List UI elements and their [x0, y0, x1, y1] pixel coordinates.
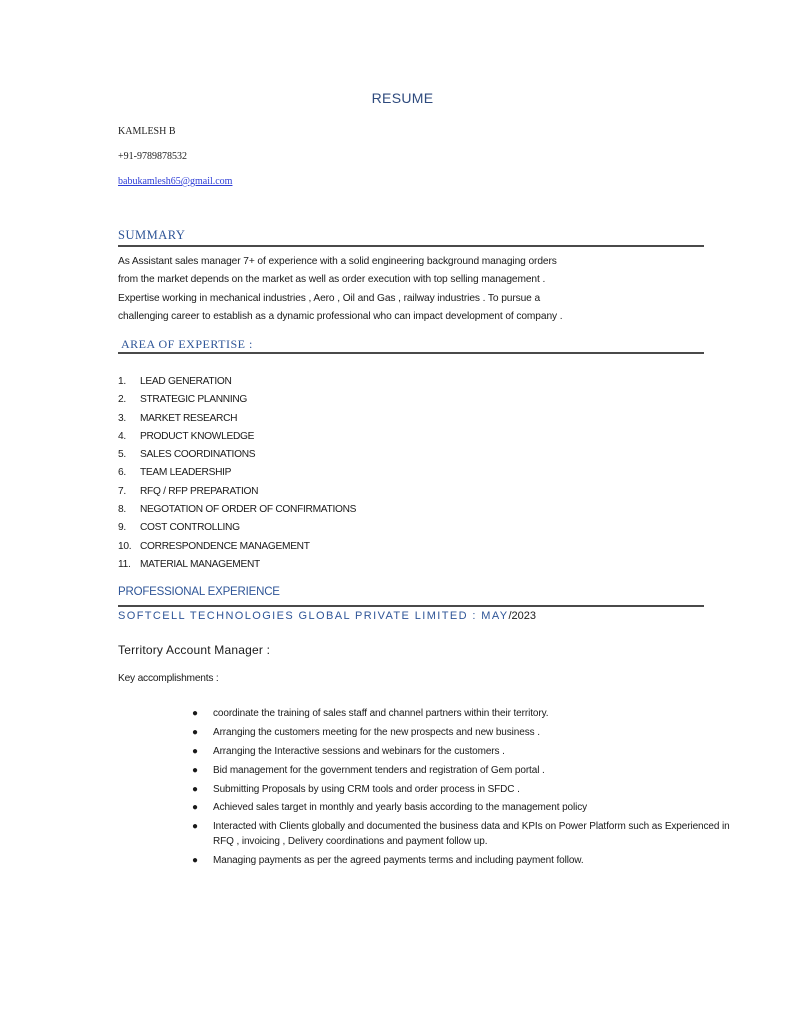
list-number: 6.	[118, 467, 126, 479]
list-item	[190, 707, 746, 722]
expertise-list	[118, 373, 356, 574]
company-name: SOFTCELL TECHNOLOGIES GLOBAL PRIVATE LIMITED : MAY	[118, 610, 509, 622]
bullet-icon: ●	[192, 821, 198, 833]
bullet-text: Submitting Proposals by using CRM tools and order process in SFDC .	[213, 783, 520, 795]
job-role: Territory Account Manager :	[118, 643, 271, 657]
list-item	[118, 501, 356, 519]
list-number: 7.	[118, 485, 126, 497]
list-item	[118, 464, 356, 482]
candidate-phone: +91-9789878532	[118, 151, 187, 162]
list-number: 3.	[118, 412, 126, 424]
key-accomplishments-label: Key accomplishments :	[118, 673, 219, 684]
list-text: SALES COORDINATIONS	[140, 449, 256, 461]
list-text: STRATEGIC PLANNING	[140, 394, 248, 406]
list-item	[190, 783, 746, 798]
list-number: 2.	[118, 394, 126, 406]
list-item	[118, 556, 356, 574]
list-item	[118, 519, 356, 537]
company-line	[118, 610, 536, 622]
summary-heading-label: SUMMARY	[118, 228, 186, 242]
bullet-text: Arranging the Interactive sessions and webinars for the customers .	[213, 745, 505, 757]
bullet-icon: ●	[192, 726, 198, 738]
company-year: /2023	[508, 610, 537, 622]
list-text: TEAM LEADERSHIP	[140, 467, 232, 479]
bullet-icon: ●	[192, 764, 198, 776]
list-item	[118, 428, 356, 446]
list-text: NEGOTATION OF ORDER OF CONFIRMATIONS	[140, 504, 357, 516]
list-number: 1.	[118, 376, 126, 387]
list-number: 10.	[118, 540, 132, 552]
list-text: MARKET RESEARCH	[140, 412, 238, 424]
bullet-text: Achieved sales target in monthly and yearly basis according to the management policy	[213, 802, 588, 814]
bullet-text: Interacted with Clients globally and documented the business data and KPIs on Power Platform such as Experienced in RFQ , invoicing , Delivery coordinations and payment follow up.	[213, 821, 730, 847]
list-item	[190, 854, 746, 869]
bullet-text: Managing payments as per the agreed payments terms and including payment follow.	[213, 854, 584, 866]
experience-heading-label: PROFESSIONAL EXPERIENCE	[118, 586, 280, 598]
list-number: 8.	[118, 504, 126, 516]
list-text: MATERIAL MANAGEMENT	[140, 558, 260, 570]
list-text: CORRESPONDENCE MANAGEMENT	[140, 540, 310, 552]
candidate-name: KAMLESH B	[118, 126, 176, 137]
list-item	[190, 745, 746, 760]
experience-heading	[118, 586, 704, 607]
bullet-text: Bid management for the government tenders and registration of Gem portal .	[213, 764, 545, 776]
list-item	[190, 801, 746, 816]
list-text: COST CONTROLLING	[140, 522, 240, 534]
list-text: LEAD GENERATION	[140, 376, 232, 387]
summary-text	[118, 253, 678, 326]
bullet-text: Arranging the customers meeting for the new prospects and new business .	[213, 726, 540, 738]
bullet-icon: ●	[192, 854, 198, 866]
list-item	[118, 483, 356, 501]
resume-title: RESUME	[371, 90, 434, 106]
list-number: 5.	[118, 449, 126, 461]
list-item	[118, 373, 356, 391]
list-item	[118, 391, 356, 409]
list-text: RFQ / RFP PREPARATION	[140, 485, 259, 497]
list-item	[190, 764, 746, 779]
list-item	[118, 538, 356, 556]
list-item	[118, 446, 356, 464]
list-number: 9.	[118, 522, 126, 534]
bullet-icon: ●	[192, 708, 198, 719]
list-text: PRODUCT KNOWLEDGE	[140, 430, 255, 442]
summary-line: from the market depends on the market as well as order execution with top selling management .	[118, 274, 546, 286]
list-item	[118, 410, 356, 428]
summary-line: challenging career to establish as a dynamic professional who can impact development of company .	[118, 310, 563, 322]
bullet-icon: ●	[192, 802, 198, 814]
summary-line: As Assistant sales manager 7+ of experience with a solid engineering background managing orders	[118, 256, 557, 267]
bullet-icon: ●	[192, 745, 198, 757]
list-number: 11.	[118, 558, 131, 570]
expertise-heading-label: AREA OF EXPERTISE :	[121, 337, 253, 351]
candidate-email-link[interactable]: babukamlesh65@gmail.com	[118, 176, 233, 187]
list-item	[190, 820, 746, 849]
list-item	[190, 726, 746, 741]
list-number: 4.	[118, 430, 126, 442]
bullet-text: coordinate the training of sales staff and channel partners within their territory.	[213, 708, 549, 719]
accomplishments-list	[190, 707, 746, 873]
expertise-heading	[118, 337, 704, 354]
bullet-icon: ●	[192, 783, 198, 795]
summary-line: Expertise working in mechanical industries , Aero , Oil and Gas , railway industries . To pursue a	[118, 292, 541, 304]
summary-heading	[118, 228, 704, 247]
